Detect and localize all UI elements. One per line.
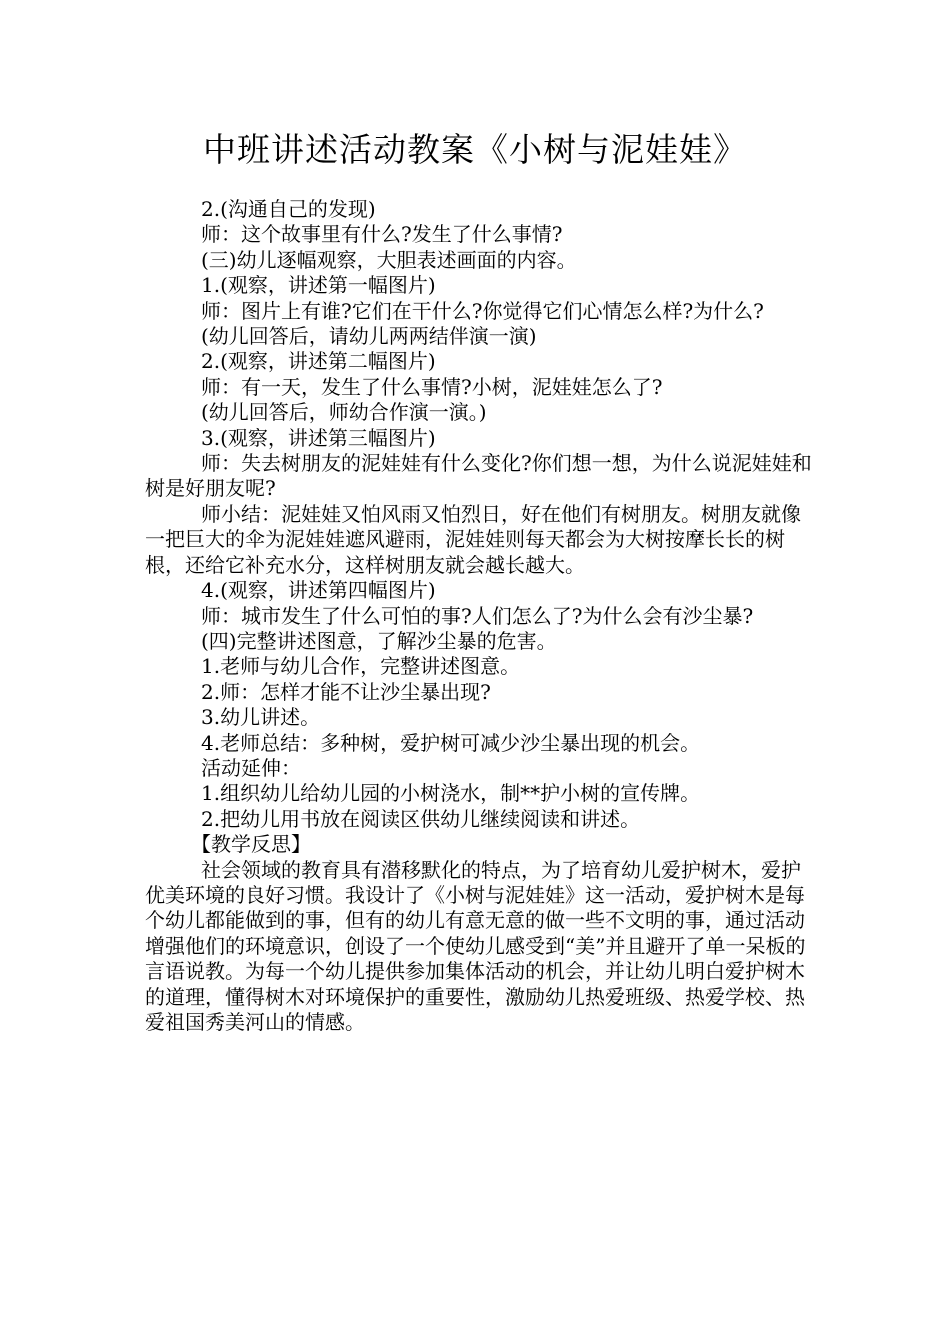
paragraph: 4.老师总结：多种树，爱护树可减少沙尘暴出现的机会。: [201, 730, 701, 755]
paragraph: 1.(观察，讲述第一幅图片): [201, 273, 436, 298]
paragraph: 2.师：怎样才能不让沙尘暴出现?: [201, 679, 491, 704]
paragraph: (幼儿回答后，师幼合作演一演。): [201, 400, 487, 425]
paragraph: 3.幼儿讲述。: [201, 705, 321, 730]
paragraph: (三)幼儿逐幅观察，大胆表述画面的内容。: [201, 247, 577, 272]
paragraph: 1.老师与幼儿合作，完整讲述图意。: [201, 654, 521, 679]
document-title: 中班讲述活动教案《小树与泥娃娃》: [203, 130, 747, 169]
paragraph: 2.(观察，讲述第二幅图片): [201, 349, 436, 374]
paragraph: 2.(沟通自己的发现): [201, 197, 376, 221]
section-heading-reflection: 【教学反思】: [191, 832, 311, 857]
paragraph: 3.(观察，讲述第三幅图片): [201, 425, 436, 450]
paragraph: 4.(观察，讲述第四幅图片): [201, 578, 436, 603]
paragraph: 师：这个故事里有什么?发生了什么事情?: [201, 222, 563, 247]
paragraph: 师小结：泥娃娃又怕风雨又怕烈日，好在他们有树朋友。树朋友就像一把巨大的伞为泥娃娃遮风避雨，泥娃娃则每天都会为大树按摩长长的树根，还给它补充水分，这样树朋友就会越长越大。: [145, 501, 801, 577]
paragraph: 活动延伸：: [201, 755, 301, 780]
document-body: [145, 197, 815, 1035]
paragraph: 师：城市发生了什么可怕的事?人们怎么了?为什么会有沙尘暴?: [201, 603, 754, 628]
paragraph: 师：图片上有谁?它们在干什么?你觉得它们心情怎么样?为什么?: [201, 298, 764, 323]
paragraph: 师：失去树朋友的泥娃娃有什么变化?你们想一想，为什么说泥娃娃和树是好朋友呢?: [145, 451, 812, 501]
paragraph: (幼儿回答后，请幼儿两两结伴演一演): [201, 324, 537, 349]
paragraph: 1.组织幼儿给幼儿园的小树浇水，制**护小树的宣传牌。: [201, 781, 701, 806]
paragraph: (四)完整讲述图意，了解沙尘暴的危害。: [201, 628, 557, 653]
paragraph: 2.把幼儿用书放在阅读区供幼儿继续阅读和讲述。: [201, 806, 641, 831]
paragraph: 师：有一天，发生了什么事情?小树，泥娃娃怎么了?: [201, 374, 663, 399]
paragraph: 社会领域的教育具有潜移默化的特点，为了培育幼儿爱护树木，爱护优美环境的良好习惯。我设计了《小树与泥娃娃》这一活动，爱护树木是每个幼儿都能做到的事，但有的幼儿有意无意的做一些不文明的事，通过活动增强他们的环境意识，创设了一个使幼儿感受到“美”并且避开了单一呆板的言语说教。为每一个幼儿提供参加集体活动的机会，并让幼儿明白爱护树木的道理，懂得树木对环境保护的重要性，激励幼儿热爱班级、热爱学校、热爱祖国秀美河山的情感。: [145, 857, 806, 1034]
